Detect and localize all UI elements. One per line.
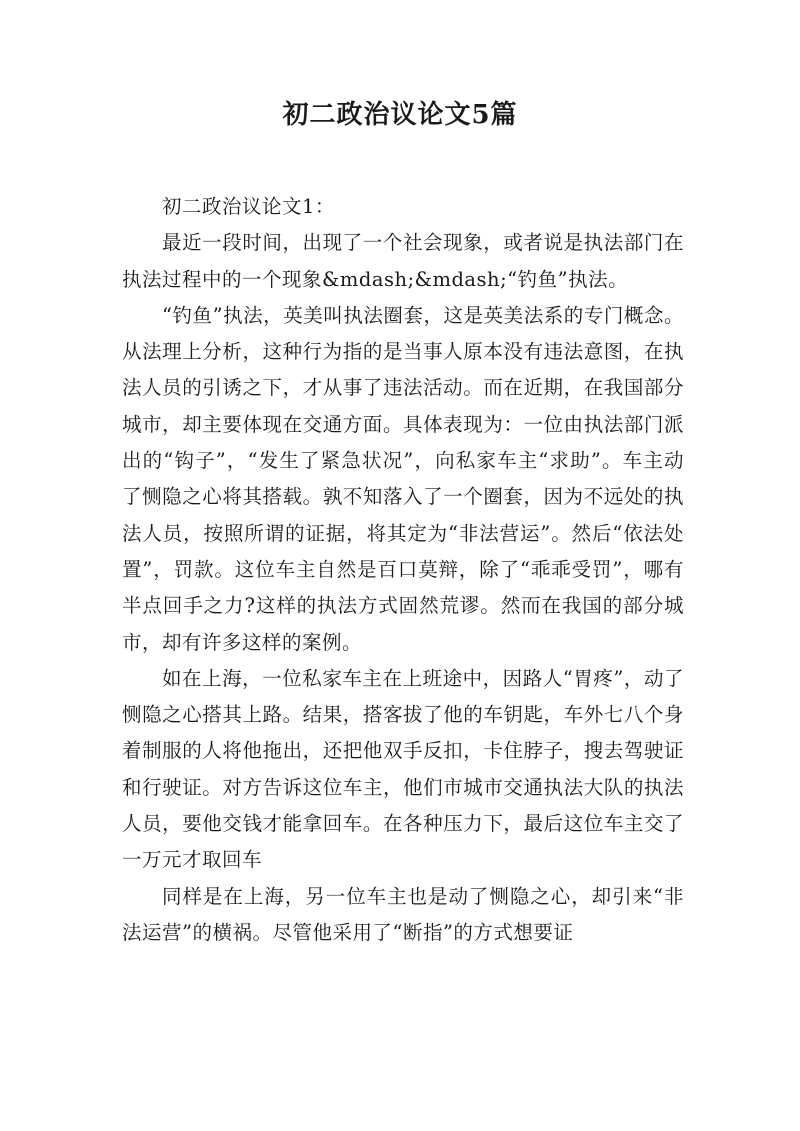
section-heading: 初二政治议论文1： [162,195,335,218]
paragraph: 同样是在上海，另一位车主也是动了恻隐之心，却引来“非法运营”的横祸。尽管他采用了“断指”的方式想要证 [122,884,684,944]
paragraph: 如在上海，一位私家车主在上班途中，因路人“胃疼”，动了恻隐之心搭其上路。结果，搭客拔了他的车钥匙，车外七八个身着制服的人将他拖出，还把他双手反扣，卡住脖子，搜去驾驶证和行驶证。对方告诉这位车主，他们市城市交通执法大队的执法人员，要他交钱才能拿回车。在各种压力下，最后这位车主交了一万元才取回车 [122,666,684,872]
paragraph: “钓鱼”执法，英美叫执法圈套，这是英美法系的专门概念。从法理上分析，这种行为指的是当事人原本没有违法意图，在执法人员的引诱之下，才从事了违法活动。而在近期，在我国部分城市，却主要体现在交通方面。具体表现为：一位由执法部门派出的“钩子”，“发生了紧急状况”，向私家车主“求助”。车主动了恻隐之心将其搭载。孰不知落入了一个圈套，因为不远处的执法人员，按照所谓的证据，将其定为“非法营运”。然后“依法处置”，罚款。这位车主自然是百口莫辩，除了“乖乖受罚”，哪有半点回手之力?这样的执法方式固然荒谬。然而在我国的部分城市，却有许多这样的案例。 [122,303,684,654]
document-title: 初二政治议论文5篇 [282,100,518,130]
paragraph: 最近一段时间，出现了一个社会现象，或者说是执法部门在执法过程中的一个现象&mdash;&mdash;“钓鱼”执法。 [122,231,684,291]
document-body [122,189,684,951]
